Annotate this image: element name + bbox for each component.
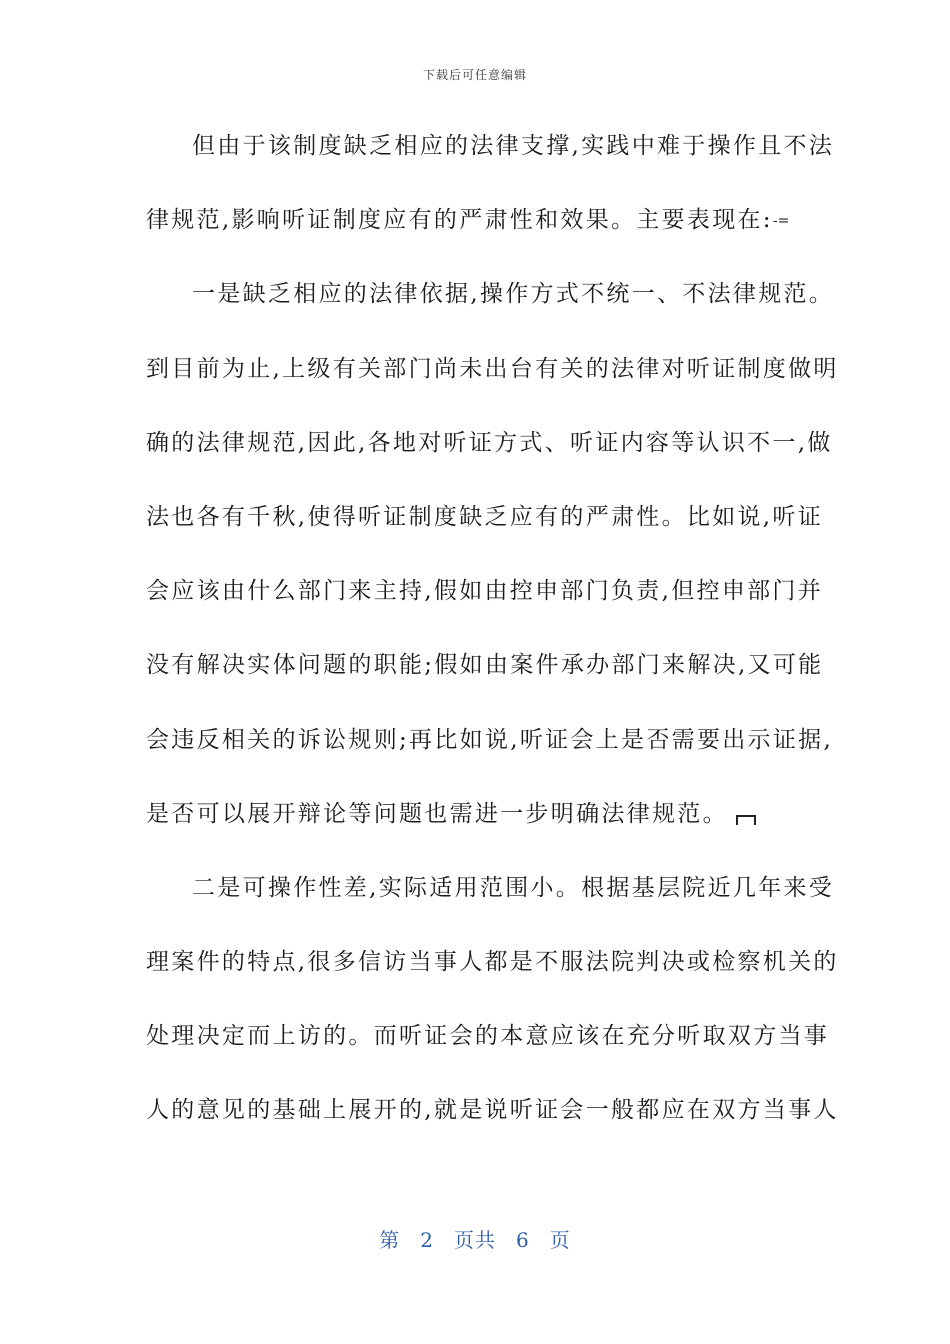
footer-total-pages: 6 bbox=[516, 1228, 530, 1252]
paragraph-2-line-2: 到目前为止,上级有关部门尚未出台有关的法律对听证制度做明 bbox=[146, 355, 839, 382]
section-break-mark-icon bbox=[736, 815, 756, 825]
page-header: 下载后可任意编辑 bbox=[422, 68, 527, 82]
footer-page-number: 2 bbox=[420, 1228, 434, 1252]
paragraph-3-line-1: 二是可操作性差,实际适用范围小。根据基层院近几年来受 bbox=[192, 874, 835, 901]
paragraph-1-line-2-text: 律规范,影响听证制度应有的严肃性和效果。主要表现在: bbox=[146, 207, 773, 234]
paragraph-2-line-8-text: 是否可以展开辩论等问题也需进一步明确法律规范。 bbox=[146, 800, 728, 827]
paragraph-3-line-2: 理案件的特点,很多信访当事人都是不服法院判决或检察机关的 bbox=[146, 949, 839, 976]
paragraph-2-line-5: 会应该由什么部门来主持,假如由控申部门负责,但控申部门并 bbox=[146, 578, 824, 605]
footer-middle: 页共 bbox=[454, 1228, 496, 1252]
paragraph-3-line-4: 人的意见的基础上展开的,就是说听证会一般都应在双方当事人 bbox=[146, 1097, 839, 1124]
paragraph-2-line-8 bbox=[146, 790, 810, 864]
footer-suffix: 页 bbox=[549, 1228, 571, 1252]
paragraph-2-line-6: 没有解决实体问题的职能;假如由案件承办部门来解决,又可能 bbox=[146, 652, 824, 679]
paragraph-2-line-3: 确的法律规范,因此,各地对听证方式、听证内容等认识不一,做 bbox=[146, 429, 833, 456]
paragraph-2-line-4: 法也各有千秋,使得听证制度缺乏应有的严肃性。比如说,听证 bbox=[146, 503, 824, 530]
paragraph-mark: -= bbox=[772, 213, 790, 230]
paragraph-1-line-1: 但由于该制度缺乏相应的法律支撑,实践中难于操作且不法 bbox=[192, 133, 835, 159]
paragraph-2-line-7: 会违反相关的诉讼规则;再比如说,听证会上是否需要出示证据, bbox=[146, 726, 834, 753]
paragraph-3-line-3: 处理决定而上访的。而听证会的本意应该在充分听取双方当事 bbox=[146, 1023, 830, 1050]
footer-prefix: 第 bbox=[379, 1228, 401, 1252]
paragraph-2-line-1: 一是缺乏相应的法律依据,操作方式不统一、不法律规范。 bbox=[192, 281, 835, 308]
paragraph-1-line-2 bbox=[146, 196, 810, 270]
page-footer bbox=[0, 1224, 950, 1253]
document-body bbox=[146, 122, 839, 1161]
